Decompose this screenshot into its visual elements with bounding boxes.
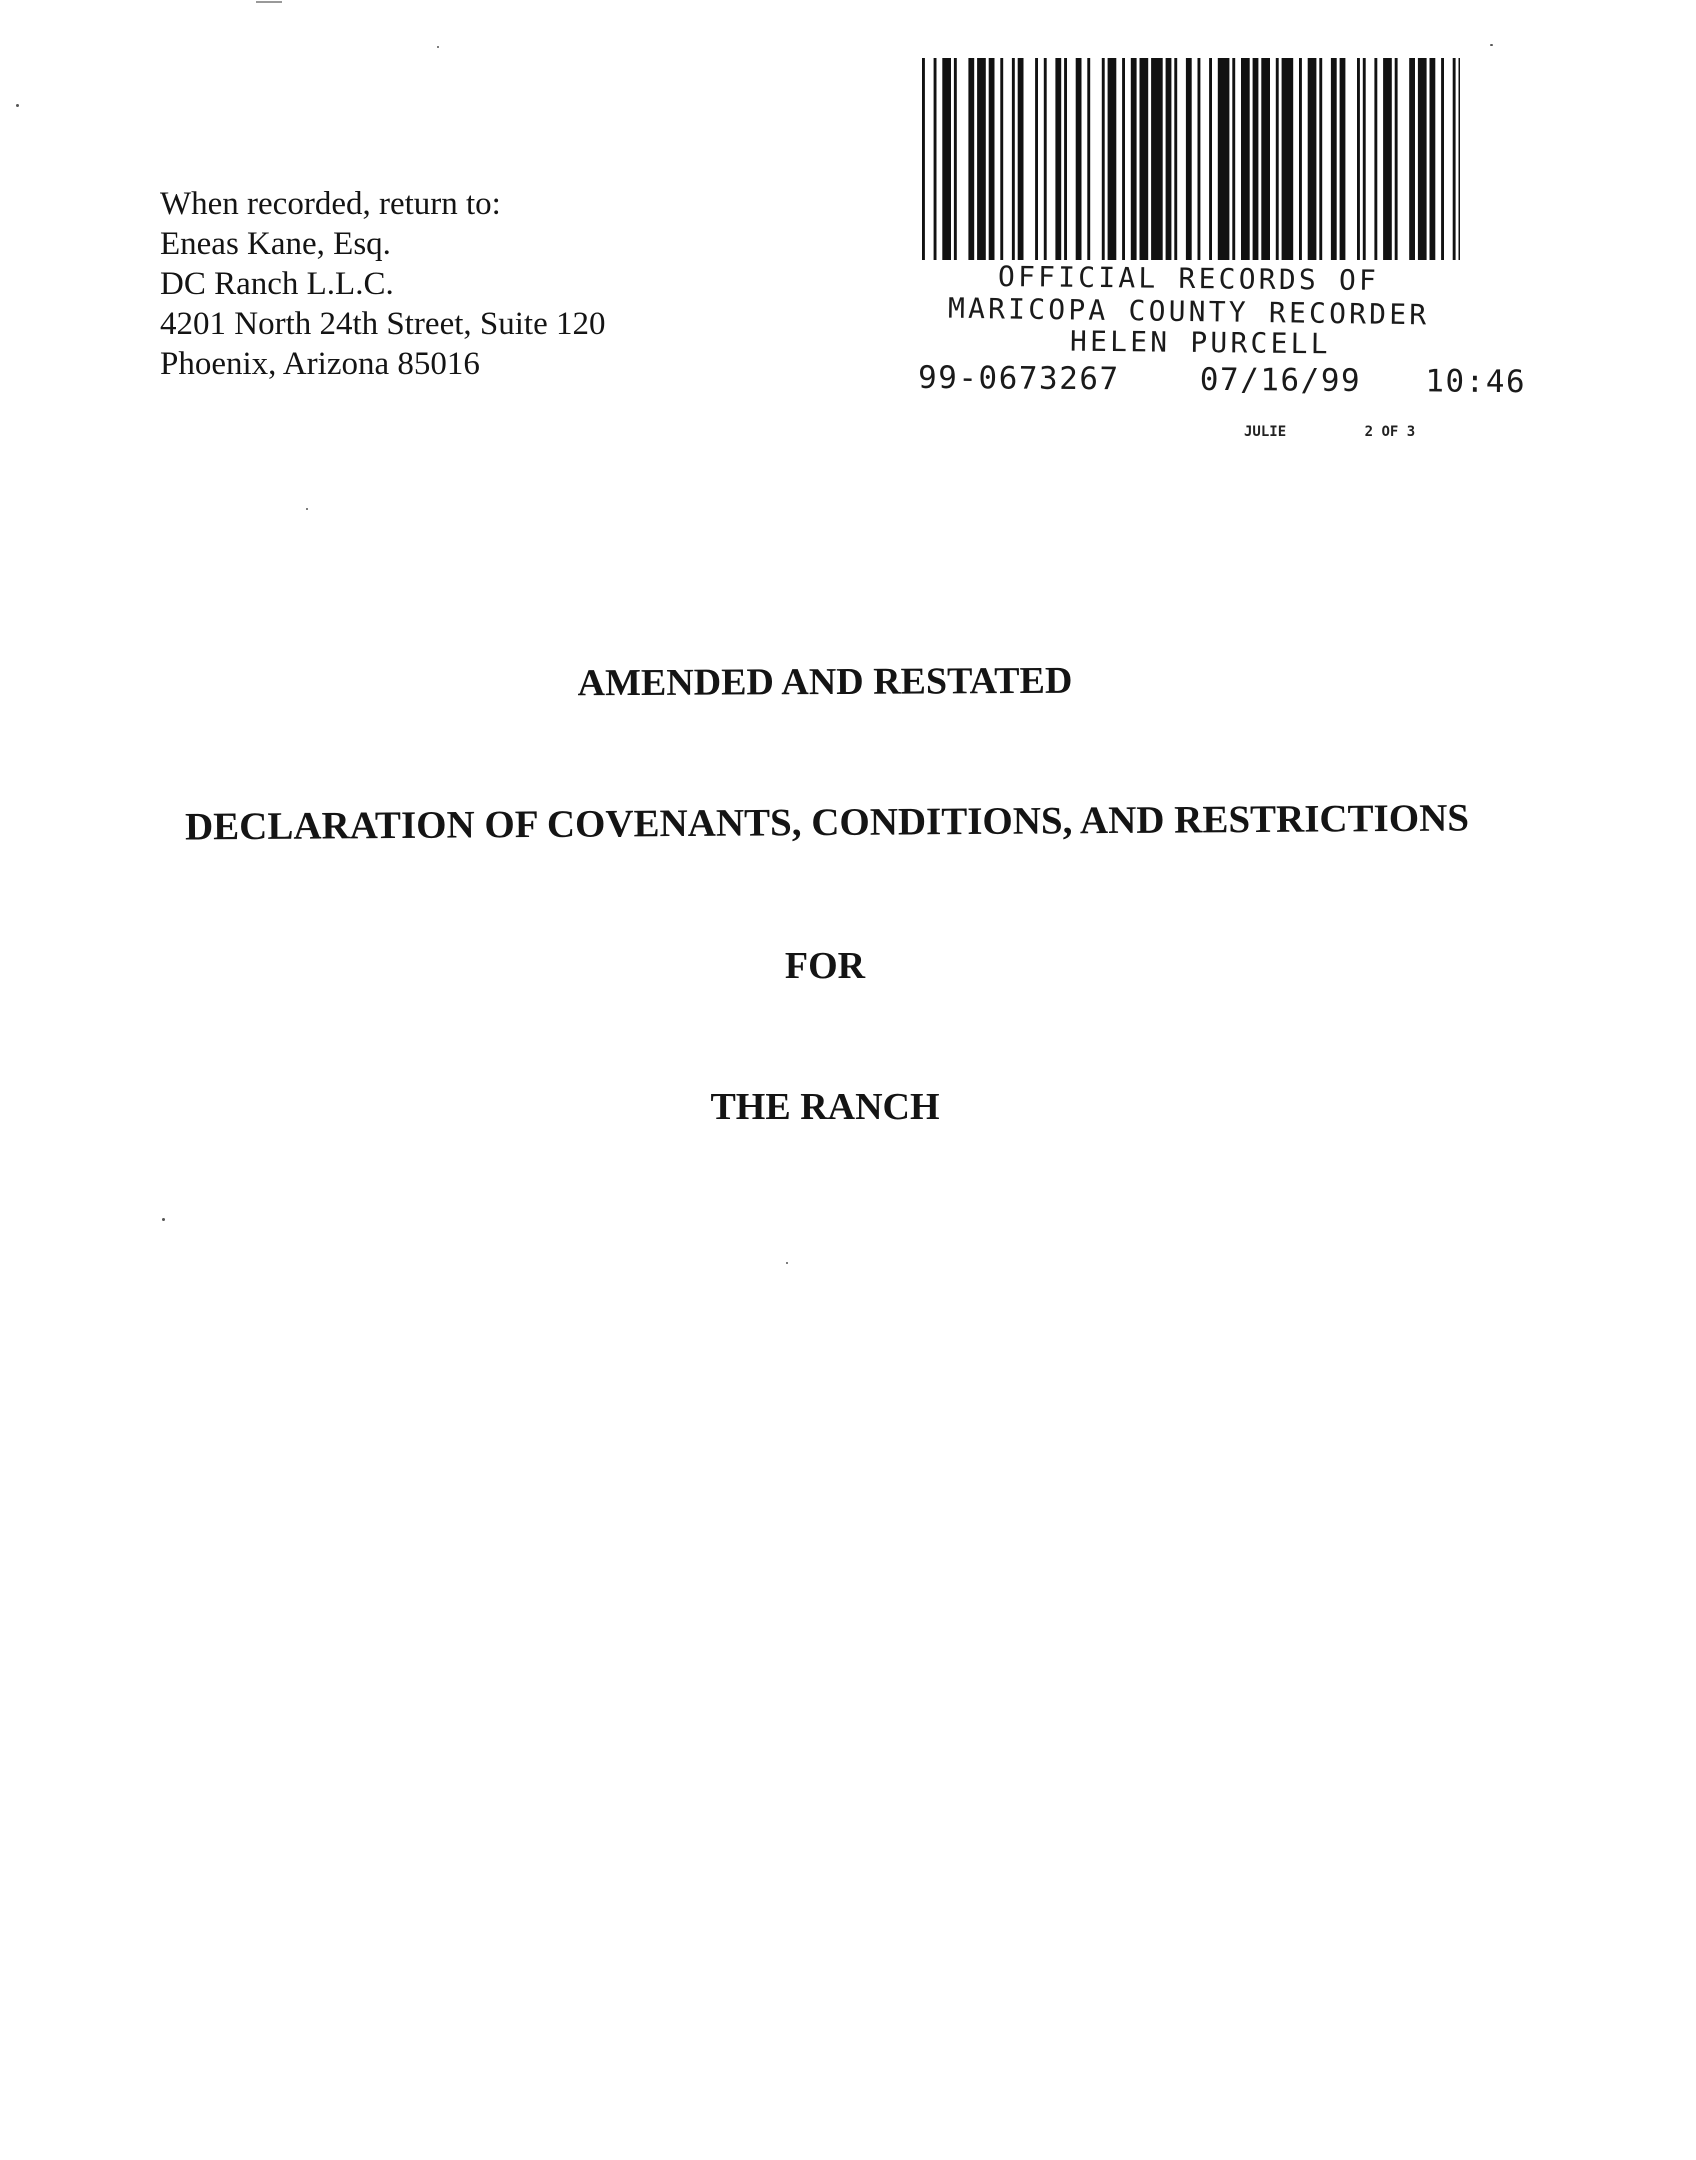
barcode-bar bbox=[1000, 58, 1003, 260]
barcode-bar bbox=[1232, 58, 1235, 260]
barcode-bar bbox=[1044, 58, 1047, 260]
barcode-bar bbox=[1012, 58, 1015, 260]
barcode-bar bbox=[942, 58, 951, 260]
scan-artifact bbox=[16, 104, 19, 107]
barcode-bar bbox=[1122, 58, 1125, 260]
document-title-line: THE RANCH bbox=[710, 1086, 940, 1128]
document-title-line: FOR bbox=[784, 945, 866, 987]
barcode-bar bbox=[1087, 58, 1090, 260]
barcode-bar bbox=[1209, 58, 1212, 260]
barcode-bar bbox=[954, 58, 957, 260]
return-address-block bbox=[160, 184, 605, 384]
barcode-bar bbox=[922, 58, 925, 260]
return-address-line: When recorded, return to: bbox=[160, 186, 501, 222]
document-title-line: DECLARATION OF COVENANTS, CONDITIONS, AND RESTRICTIONS bbox=[184, 796, 1470, 849]
barcode-bar bbox=[1186, 58, 1192, 260]
barcode-bar bbox=[1151, 58, 1163, 260]
barcode-bar bbox=[1198, 58, 1201, 260]
barcode-bar bbox=[1131, 58, 1137, 260]
barcode-bar bbox=[1102, 58, 1105, 260]
barcode-bar bbox=[1241, 58, 1250, 260]
recorder-stamp-line: OFFICIAL RECORDS OF bbox=[997, 260, 1380, 297]
barcode-bar bbox=[1340, 58, 1346, 260]
scan-artifact bbox=[786, 1262, 788, 1264]
barcode-bar bbox=[1363, 58, 1366, 260]
clerk-name: JULIE bbox=[1244, 424, 1287, 440]
recorder-stamp-line: HELEN PURCELL bbox=[1069, 324, 1331, 361]
barcode-bar bbox=[1409, 58, 1415, 260]
barcode-bar bbox=[1418, 58, 1427, 260]
barcode-bar bbox=[1064, 58, 1067, 260]
barcode-bar bbox=[1395, 58, 1398, 260]
barcode-bar bbox=[1319, 58, 1322, 260]
barcode-bar bbox=[989, 58, 995, 260]
barcode-bar bbox=[1018, 58, 1024, 260]
barcode-bar bbox=[1308, 58, 1317, 260]
barcode-bar bbox=[1282, 58, 1294, 260]
recording-barcode bbox=[922, 58, 1460, 260]
barcode-bar bbox=[1383, 58, 1392, 260]
barcode-bar bbox=[1174, 58, 1177, 260]
barcode-bar bbox=[934, 58, 937, 260]
recorder-stamp-line: MARICOPA COUNTY RECORDER bbox=[947, 291, 1430, 332]
barcode-bar bbox=[1299, 58, 1302, 260]
barcode-bar bbox=[1261, 58, 1270, 260]
recording-clerk-row bbox=[1244, 424, 1415, 440]
barcode-bar bbox=[1430, 58, 1436, 260]
barcode-bar bbox=[1357, 58, 1360, 260]
barcode-bar bbox=[1453, 58, 1456, 260]
recording-time: 10:46 bbox=[1425, 363, 1527, 401]
barcode-bar bbox=[1218, 58, 1230, 260]
return-address-line: Phoenix, Arizona 85016 bbox=[160, 346, 480, 382]
barcode-bar bbox=[968, 58, 974, 260]
barcode-bar bbox=[1055, 58, 1061, 260]
barcode-bar bbox=[1253, 58, 1259, 260]
return-address-line: DC Ranch L.L.C. bbox=[160, 266, 394, 302]
barcode-bar bbox=[1035, 58, 1038, 260]
recording-date: 07/16/99 bbox=[1199, 361, 1362, 399]
page-count: 2 OF 3 bbox=[1364, 424, 1416, 440]
document-title-line: AMENDED AND RESTATED bbox=[577, 659, 1073, 705]
scan-artifact bbox=[256, 1, 282, 3]
barcode-bar bbox=[1140, 58, 1149, 260]
scan-artifact bbox=[1490, 44, 1493, 46]
barcode-bar bbox=[1374, 58, 1377, 260]
return-address-line: Eneas Kane, Esq. bbox=[160, 226, 391, 262]
barcode-bar bbox=[1276, 58, 1279, 260]
scan-artifact bbox=[162, 1218, 165, 1221]
scan-artifact bbox=[437, 46, 439, 48]
scan-artifact bbox=[306, 508, 308, 510]
barcode-bar bbox=[1331, 58, 1337, 260]
barcode-bar bbox=[1441, 58, 1444, 260]
barcode-bar bbox=[1076, 58, 1082, 260]
document-number: 99-0673267 bbox=[917, 359, 1120, 398]
recording-info-row bbox=[918, 360, 1526, 400]
barcode-bar bbox=[1108, 58, 1117, 260]
barcode-bar bbox=[977, 58, 986, 260]
barcode-bar bbox=[1166, 58, 1172, 260]
barcode-bar bbox=[1459, 58, 1461, 260]
return-address-line: 4201 North 24th Street, Suite 120 bbox=[160, 306, 606, 342]
